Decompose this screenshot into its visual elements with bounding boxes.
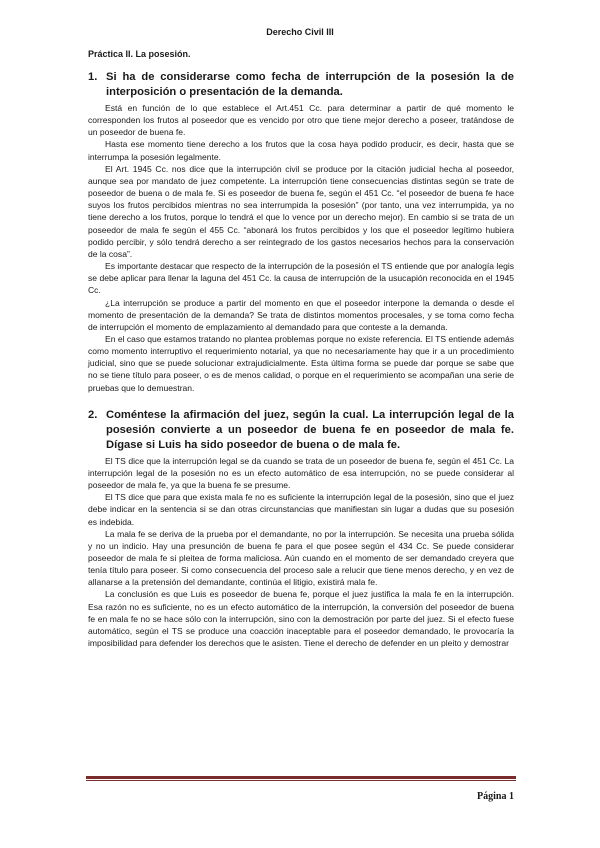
paragraph: En el caso que estamos tratando no plantea problemas porque no existe referencia. El TS entiende además como momento interruptivo el requerimiento notarial, ya que no necesariamente hay que ir a un procedimiento judicial, sino que se puede solucionar extrajudicialmente. Esta última forma se puede dar porque se sabe que no se tiene título para poseer, o es de menos calidad, o porque en el requerimiento se acompañan una serie de pruebas que lo demuestran.: [88, 333, 514, 393]
question-1: [88, 70, 514, 100]
question-2: [88, 408, 514, 453]
paragraph: La conclusión es que Luis es poseedor de buena fe, porque el juez justifica la mala fe en la interrupción. Esa razón no es suficiente, no es un efecto automático de la interrupción, la conversión del poseedor de buena fe en mala fe no se hace sólo con la interrupción, sino con la demostración por parte del juez. Si el efecto fuese automático, según el TS se produce una coacción inaceptable para el poseedor demandado, le provocaría la imposibilidad para defender los derechos que le asisten. Tiene el derecho de defender en un pleito y demostrar: [88, 589, 514, 649]
document-header: Derecho Civil III: [266, 27, 334, 37]
paragraph: Hasta ese momento tiene derecho a los frutos que la cosa haya podido producir, es decir, hasta que se interrumpa la posesión legalmente.: [88, 139, 514, 162]
paragraph: Está en función de lo que establece el Art.451 Cc. para determinar a partir de qué momento le corresponden los frutos al poseedor que es vencido por otro que tiene mejor derecho a poseer, tratándose de un poseedor de buena fe.: [88, 103, 514, 138]
paragraph: ¿La interrupción se produce a partir del momento en que el poseedor interpone la demanda o desde el momento de presentación de la demanda? Se trata de distintos momentos procesales, y se toma como fecha de interrupción el momento de emplazamiento al demandado para que conteste a la demanda.: [88, 297, 514, 332]
footer-divider: [86, 776, 516, 779]
document-body: [88, 70, 514, 649]
question-number: 2.: [88, 408, 98, 421]
paragraph: El Art. 1945 Cc. nos dice que la interrupción civil se produce por la citación judicial hecha al poseedor, aunque sea por mandato de juez competente. La interrupción tiene consecuencias distintas según se trate de poseedor de buena o de mala fe. Si es poseedor de buena fe, según el 451 Cc. “el poseedor de buena fe hace suyos los frutos percibidos mientras no sea interrumpida la posesión” (por tanto, una vez interrumpida, ya no tiene derecho a los frutos, porque lo tendrá el que lo vence por un derecho mejor). En cambio si se trata de un poseedor de mala fe según el 455 Cc. “abonará los frutos percibidos y los que el poseedor legítimo hubiera podido percibir, y sólo tendrá derecho a ser reintegrado de los gastos necesarios hechos para la conservación de la cosa”.: [88, 163, 514, 259]
page-number: Página 1: [477, 791, 514, 802]
section-gap: [88, 394, 514, 408]
paragraph: La mala fe se deriva de la prueba por el demandante, no por la interrupción. Se necesita una prueba sólida y no un indicio. Hay una presunción de buena fe para el que posee según el 434 Cc. Se puede considerar poseedor de mala fe si pleitea de forma maliciosa. Aún cuando en el momento de ser demandado creyera que tenía título para poseer. Si como consecuencia del proceso sale a relucir que tiene menos derecho, y en vez de allanarse a la pretensión del demandante, continúa el litigio, existirá mala fe.: [88, 528, 514, 588]
paragraph: El TS dice que para que exista mala fe no es suficiente la interrupción legal de la posesión, sino que el juez debe indicar en la sentencia si se dan otras circunstancias que manifiestan sin lugar a dudas que su posesión es indebida.: [88, 492, 514, 527]
footer-divider-thin: [86, 780, 516, 781]
practice-subtitle: Práctica II. La posesión.: [88, 49, 191, 59]
question-text: Si ha de considerarse como fecha de interrupción de la posesión la de interposición o presentación de la demanda.: [106, 71, 514, 98]
paragraph: El TS dice que la interrupción legal se da cuando se trata de un poseedor de buena fe, según el 451 Cc. La interrupción legal de la posesión no es un efecto automático de esa interrupción, no se puede considerar al poseedor de mala fe, ya que la buena fe se presume.: [88, 455, 514, 491]
question-number: 1.: [88, 71, 98, 83]
question-text: Coméntese la afirmación del juez, según la cual. La interrupción legal de la posesión convierte a un poseedor de buena fe en poseedor de mala fe. Dígase si Luis ha sido poseedor de buena o de mala fe.: [106, 408, 514, 451]
paragraph: Es importante destacar que respecto de la interrupción de la posesión el TS entiende que por analogía legis se debe aplicar para llenar la laguna del 451 Cc. la causa de interrupción de la usucapión reconocida en el 1945 Cc.: [88, 261, 514, 296]
